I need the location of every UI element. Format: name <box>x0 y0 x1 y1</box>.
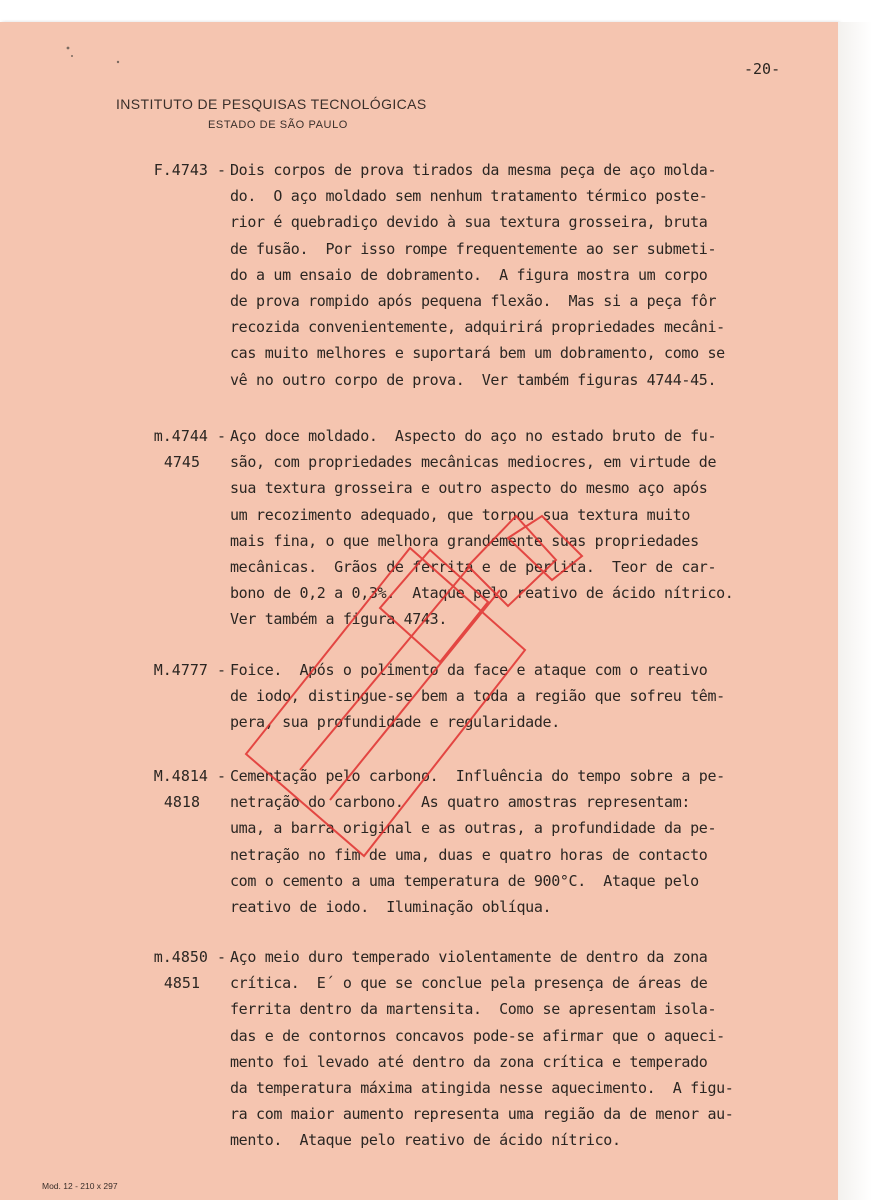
institute-name: INSTITUTO DE PESQUISAS TECNOLÓGICAS <box>116 96 427 112</box>
entry-code: m.4850 - <box>153 948 226 966</box>
entry-code: M.4814 - <box>153 767 226 785</box>
entry-text: Dois corpos de prova tirados da mesma peça de aço molda- do. O aço moldado sem nenhum tratamento térmico poste- rior é quebradiço devido à sua textura grosseira, bruta de fusão. Por isso rompe frequentemente ao ser submeti- do a um ensaio de dobramento. A figura mostra um corpo de prova rompido após pequena flexão. Mas si a peça fôr recozida convenientemente, adquirirá propriedades mecâni- cas muito melhores e suportará bem um dobramento, como se vê no outro corpo de prova. Ver também figuras 4744-45. <box>230 161 725 389</box>
page-number: -20- <box>744 60 781 78</box>
entry-code: M.4777 - <box>153 661 226 679</box>
entry-code-secondary: 4745 <box>163 453 200 471</box>
entry-code: F.4743 - <box>153 161 226 179</box>
entry-code: m.4744 - <box>153 427 226 445</box>
entry-text: Cementação pelo carbono. Influência do tempo sobre a pe- netração do carbono. As quatro amostras representam: uma, a barra original e as outras, a profundidade da pe- netração no fim de uma, duas e quatro horas de contacto com o cemento a uma temperatura de 900°C. Ataque pelo reativo de iodo. Iluminação oblíqua. <box>230 767 725 917</box>
entry-text: Aço doce moldado. Aspecto do aço no estado bruto de fu- são, com propriedades mecânicas mediocres, em virtude de sua textura grosseira e outro aspecto do mesmo aço após um recozimento adequado, que tornou sua textura muito mais fina, o que melhora grandemente suas propriedades mecânicas. Grãos de ferrita e de perlita. Teor de car- bono de 0,2 a 0,3%. Ataque pelo reativo de ácido nítrico. Ver também a figura 4743. <box>230 427 734 629</box>
institute-state: ESTADO DE SÃO PAULO <box>208 119 348 131</box>
entry-text: Foice. Após o polimento da face e ataque com o reativo de iodo, distingue-se bem a toda a região que sofreu têm- pera, sua profundidade e regularidade. <box>230 661 725 732</box>
entry-code-secondary: 4818 <box>163 793 200 811</box>
entry-code-secondary: 4851 <box>163 974 200 992</box>
entry-text: Aço meio duro temperado violentamente de dentro da zona crítica. E´ o que se conclue pela presença de áreas de ferrita dentro da martensita. Como se apresentam isola- das e de contornos concavos pode-se afirmar que o aqueci- mento foi levado até dentro da zona crítica e temperado da temperatura máxima atingida nesse aquecimento. A figu- ra com maior aumento representa uma região da de menor au- mento. Ataque pelo reativo de ácido nítrico. <box>230 948 734 1150</box>
form-footer: Mod. 12 - 210 x 297 <box>42 1181 118 1191</box>
